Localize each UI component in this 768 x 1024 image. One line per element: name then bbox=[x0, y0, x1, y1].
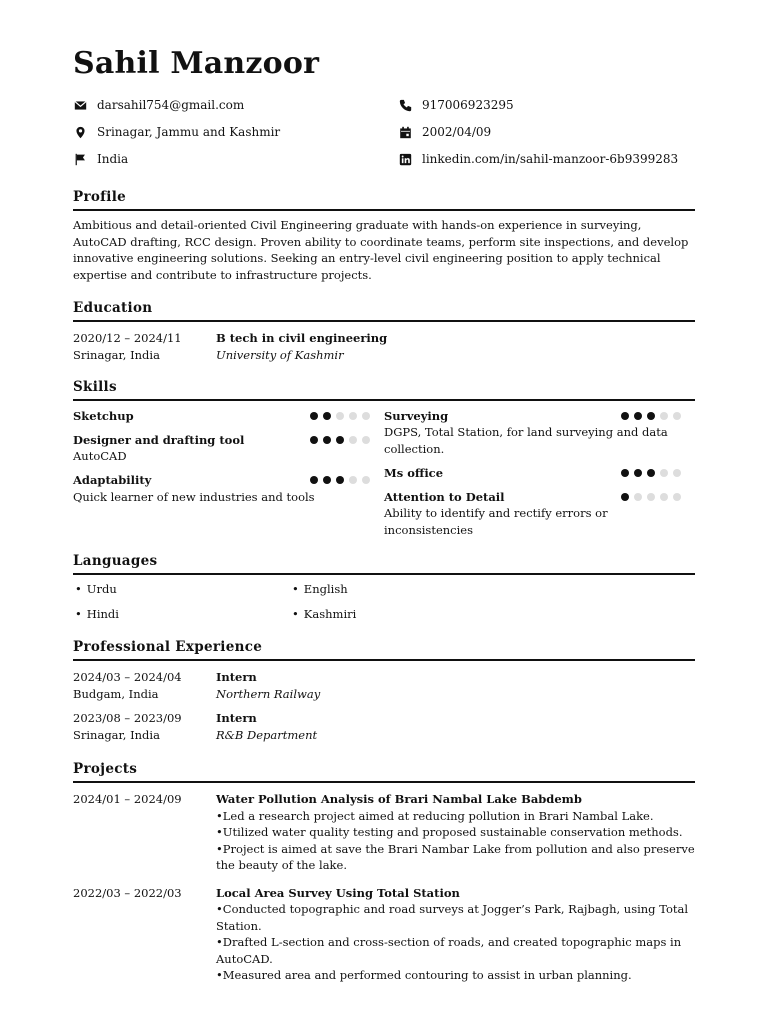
skills-left-column bbox=[73, 407, 384, 545]
envelope-icon bbox=[73, 98, 87, 112]
projects-heading: Projects bbox=[73, 761, 695, 783]
skill-level-dot bbox=[647, 493, 655, 501]
profile-text: Ambitious and detail-oriented Civil Engineering graduate with hands-on experience in surveying, AutoCAD drafting, RCC design. Proven ability to coordinate teams, perform site inspections, and develop innovative engineering solutions. Seeking an entry-level civil engineering position to apply technical expertise and contribute to infrastructure projects. bbox=[73, 218, 689, 282]
skill-level-rating bbox=[621, 412, 695, 420]
skill-name: Ms office bbox=[384, 465, 444, 480]
experience-details bbox=[216, 669, 695, 702]
skill-level-dot bbox=[660, 469, 668, 477]
experience-dates: 2024/03 – 2024/04 bbox=[73, 670, 182, 684]
skill-level-dot bbox=[660, 412, 668, 420]
experience-dates-block bbox=[73, 710, 216, 743]
skill-level-rating bbox=[621, 493, 695, 501]
project-name: Local Area Survey Using Total Station bbox=[216, 885, 460, 900]
skill-level-dot bbox=[647, 469, 655, 477]
education-section bbox=[73, 300, 695, 363]
skill-level-dot bbox=[349, 412, 357, 420]
project-entry bbox=[73, 885, 695, 984]
project-bullet: •Drafted L-section and cross-section of roads, and created topographic maps in AutoCAD. bbox=[216, 935, 682, 966]
skill-item bbox=[384, 407, 695, 457]
skill-item bbox=[384, 488, 695, 538]
skill-level-dot bbox=[349, 436, 357, 444]
skill-header bbox=[73, 431, 384, 448]
skill-header bbox=[73, 407, 384, 424]
skill-level-dot bbox=[673, 412, 681, 420]
skill-item bbox=[73, 472, 384, 506]
skill-level-rating bbox=[621, 469, 695, 477]
skill-level-dot bbox=[310, 436, 318, 444]
skill-description: DGPS, Total Station, for land surveying and data collection. bbox=[384, 425, 668, 456]
skill-level-dot bbox=[634, 493, 642, 501]
education-entry bbox=[73, 330, 695, 363]
skill-level-dot bbox=[362, 436, 370, 444]
contact-location bbox=[73, 124, 280, 140]
experience-entry bbox=[73, 710, 695, 743]
experience-entry bbox=[73, 669, 695, 702]
skill-name: Adaptability bbox=[73, 473, 152, 487]
skill-level-dot bbox=[621, 493, 629, 501]
project-bullet: •Project is aimed at save the Brari Nambar Lake from pollution and also preserve the beauty of the lake. bbox=[216, 841, 695, 872]
experience-org: R&B Department bbox=[216, 727, 318, 742]
language-item: • English bbox=[290, 581, 507, 598]
country-text: India bbox=[97, 152, 129, 166]
location-text: Srinagar, Jammu and Kashmir bbox=[97, 125, 281, 139]
experience-heading: Professional Experience bbox=[73, 639, 695, 661]
linkedin-icon bbox=[398, 152, 412, 166]
education-school: University of Kashmir bbox=[216, 347, 344, 362]
candidate-name: Sahil Manzoor bbox=[73, 46, 320, 81]
skill-level-dot bbox=[336, 436, 344, 444]
skill-level-dot bbox=[647, 412, 655, 420]
skill-level-dot bbox=[634, 412, 642, 420]
skill-level-dot bbox=[621, 469, 629, 477]
skill-header bbox=[384, 464, 695, 481]
experience-org: Northern Railway bbox=[216, 686, 321, 701]
dob-text: 2002/04/09 bbox=[422, 125, 492, 139]
skill-name: Designer and drafting tool bbox=[73, 432, 245, 447]
skill-level-dot bbox=[660, 493, 668, 501]
experience-dates-block bbox=[73, 669, 216, 702]
project-details bbox=[216, 791, 695, 874]
skill-header bbox=[73, 472, 384, 489]
phone-text: 917006923295 bbox=[422, 98, 514, 112]
skill-level-dot bbox=[323, 412, 331, 420]
skill-description: Ability to identify and rectify errors or inconsistencies bbox=[384, 506, 608, 537]
skills-section bbox=[73, 379, 695, 545]
skill-level-dot bbox=[336, 476, 344, 484]
contact-phone[interactable] bbox=[398, 97, 514, 113]
education-details bbox=[216, 330, 695, 363]
skill-header bbox=[384, 407, 695, 424]
skill-level-rating bbox=[310, 436, 384, 444]
contact-dob bbox=[398, 124, 491, 140]
contact-linkedin[interactable] bbox=[398, 151, 678, 167]
map-pin-icon bbox=[73, 125, 87, 139]
skill-name: Attention to Detail bbox=[384, 489, 505, 504]
language-item: • Urdu bbox=[73, 581, 290, 598]
skill-level-dot bbox=[673, 469, 681, 477]
skill-level-dot bbox=[336, 412, 344, 420]
project-entry bbox=[73, 791, 695, 874]
calendar-icon bbox=[398, 125, 412, 139]
flag-icon bbox=[73, 152, 87, 166]
profile-heading: Profile bbox=[73, 189, 695, 211]
project-bullet: •Led a research project aimed at reducing pollution in Brari Nambal Lake. bbox=[216, 808, 654, 823]
projects-section bbox=[73, 761, 695, 984]
language-item: • Kashmiri bbox=[290, 606, 507, 623]
profile-section bbox=[73, 189, 695, 283]
education-degree: B tech in civil engineering bbox=[216, 331, 388, 345]
experience-role: Intern bbox=[216, 711, 257, 725]
skill-description: Quick learner of new industries and tools bbox=[73, 489, 315, 504]
skill-header bbox=[384, 488, 695, 505]
project-bullet: •Utilized water quality testing and proposed sustainable conservation methods. bbox=[216, 825, 683, 839]
project-dates: 2022/03 – 2022/03 bbox=[73, 885, 182, 900]
skill-item bbox=[73, 407, 384, 424]
email-text: darsahil754@gmail.com bbox=[97, 98, 245, 112]
education-dates: 2020/12 – 2024/11 bbox=[73, 331, 182, 345]
experience-section bbox=[73, 639, 695, 743]
skills-right-column bbox=[384, 407, 695, 545]
skill-level-dot bbox=[349, 476, 357, 484]
skill-name: Sketchup bbox=[73, 408, 134, 423]
education-location: Srinagar, India bbox=[73, 347, 160, 362]
project-bullet: •Measured area and performed contouring to assist in urban planning. bbox=[216, 968, 632, 982]
skill-level-dot bbox=[673, 493, 681, 501]
languages-heading: Languages bbox=[73, 553, 695, 575]
skill-level-dot bbox=[634, 469, 642, 477]
experience-details bbox=[216, 710, 695, 743]
contact-email[interactable] bbox=[73, 97, 244, 113]
project-dates: 2024/01 – 2024/09 bbox=[73, 792, 182, 806]
phone-icon bbox=[398, 98, 412, 112]
contact-country bbox=[73, 151, 128, 167]
skill-name: Surveying bbox=[384, 408, 449, 423]
skill-level-rating bbox=[310, 412, 384, 420]
skill-level-dot bbox=[362, 412, 370, 420]
education-dates-block bbox=[73, 330, 216, 363]
skill-item bbox=[73, 431, 384, 465]
skill-description: AutoCAD bbox=[73, 449, 127, 463]
skill-item bbox=[384, 464, 695, 481]
project-bullet: •Conducted topographic and road surveys at Jogger’s Park, Rajbagh, using Total Station. bbox=[216, 902, 689, 933]
project-name: Water Pollution Analysis of Brari Nambal Lake Babdemb bbox=[216, 792, 582, 806]
linkedin-text: linkedin.com/in/sahil-manzoor-6b9399283 bbox=[422, 152, 679, 166]
languages-section bbox=[73, 553, 695, 630]
experience-location: Srinagar, India bbox=[73, 727, 160, 742]
skill-level-dot bbox=[362, 476, 370, 484]
skill-level-dot bbox=[621, 412, 629, 420]
skill-level-dot bbox=[323, 476, 331, 484]
skills-heading: Skills bbox=[73, 379, 695, 401]
language-item: • Hindi bbox=[73, 606, 290, 623]
skill-level-dot bbox=[323, 436, 331, 444]
experience-location: Budgam, India bbox=[73, 686, 159, 701]
skill-level-rating bbox=[310, 476, 384, 484]
skill-level-dot bbox=[310, 476, 318, 484]
experience-dates: 2023/08 – 2023/09 bbox=[73, 711, 182, 725]
project-details bbox=[216, 885, 695, 984]
skill-level-dot bbox=[310, 412, 318, 420]
experience-role: Intern bbox=[216, 670, 257, 684]
education-heading: Education bbox=[73, 300, 695, 322]
